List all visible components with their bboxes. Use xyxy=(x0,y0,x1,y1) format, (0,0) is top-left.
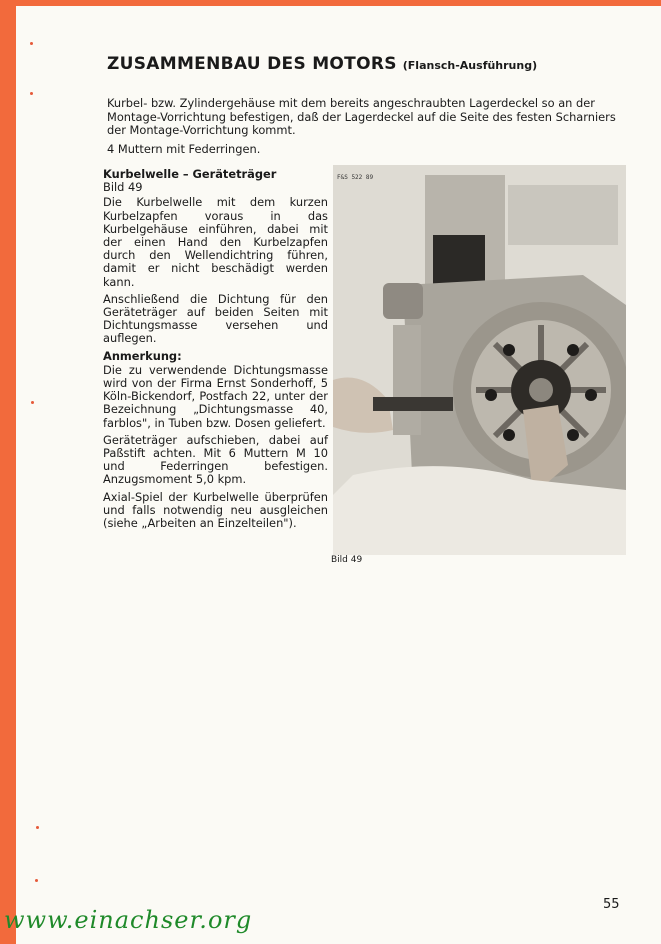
paragraph-axial-play: Axial-Spiel der Kurbelwelle überprüfen und falls notwendig neu ausgleichen (siehe „Arbeiten an Einzelteilen"). xyxy=(103,489,328,531)
scan-speck xyxy=(30,92,33,95)
scan-speck xyxy=(35,879,38,882)
scan-speck xyxy=(30,42,33,45)
intro-parts: 4 Muttern mit Federringen. xyxy=(107,142,261,156)
engine-assembly-photo xyxy=(333,165,626,555)
photo-illustration xyxy=(333,165,626,555)
website-watermark: www.einachser.org xyxy=(4,906,253,934)
figure-caption: Bild 49 xyxy=(331,555,363,565)
page-title xyxy=(107,54,537,74)
page-number: 55 xyxy=(603,897,620,912)
scan-speck xyxy=(36,826,39,829)
note-paragraph: Die zu verwendende Dichtungsmasse wird von der Firma Ernst Sonderhoff, 5 Köln-Bickendorf, Postfach 22, unter der Bezeichnung „Dichtungsmasse 40, farblos", in Tuben bzw. Dosen geliefert. xyxy=(103,362,328,430)
paragraph-carrier: Geräteträger aufschieben, dabei auf Paßstift achten. Mit 6 Muttern M 10 und Federringen befestigen. Anzugsmoment 5,0 kpm. xyxy=(103,432,328,487)
section-heading: Kurbelwelle – Geräteträger xyxy=(103,167,277,181)
figure-reference: Bild 49 xyxy=(103,180,143,195)
paragraph-crankshaft: Die Kurbelwelle mit dem kurzen Kurbelzapfen voraus in das Kurbelgehäuse einführen, dabei mit der einen Hand den Kurbelzapfen durch den Wellendichtring führen, damit er nicht beschädigt werden kann. xyxy=(103,195,328,289)
paragraph-gasket: Anschließend die Dichtung für den Geräteträger auf beiden Seiten mit Dichtungsmasse versehen und auflegen. xyxy=(103,291,328,346)
title-main: ZUSAMMENBAU DES MOTORS xyxy=(107,54,397,74)
photo-code: F&S 522 89 xyxy=(337,174,374,181)
text-column xyxy=(103,168,328,534)
intro-paragraph: Kurbel- bzw. Zylindergehäuse mit dem bereits angeschraubten Lagerdeckel so an der Montage-Vorrichtung befestigen, daß der Lagerdeckel auf die Seite des festen Scharniers der Montage-Vorrichtung kommt. xyxy=(107,96,616,137)
scan-speck xyxy=(31,401,34,404)
note-heading: Anmerkung: xyxy=(103,348,182,363)
title-subtitle: (Flansch-Ausführung) xyxy=(402,59,538,72)
